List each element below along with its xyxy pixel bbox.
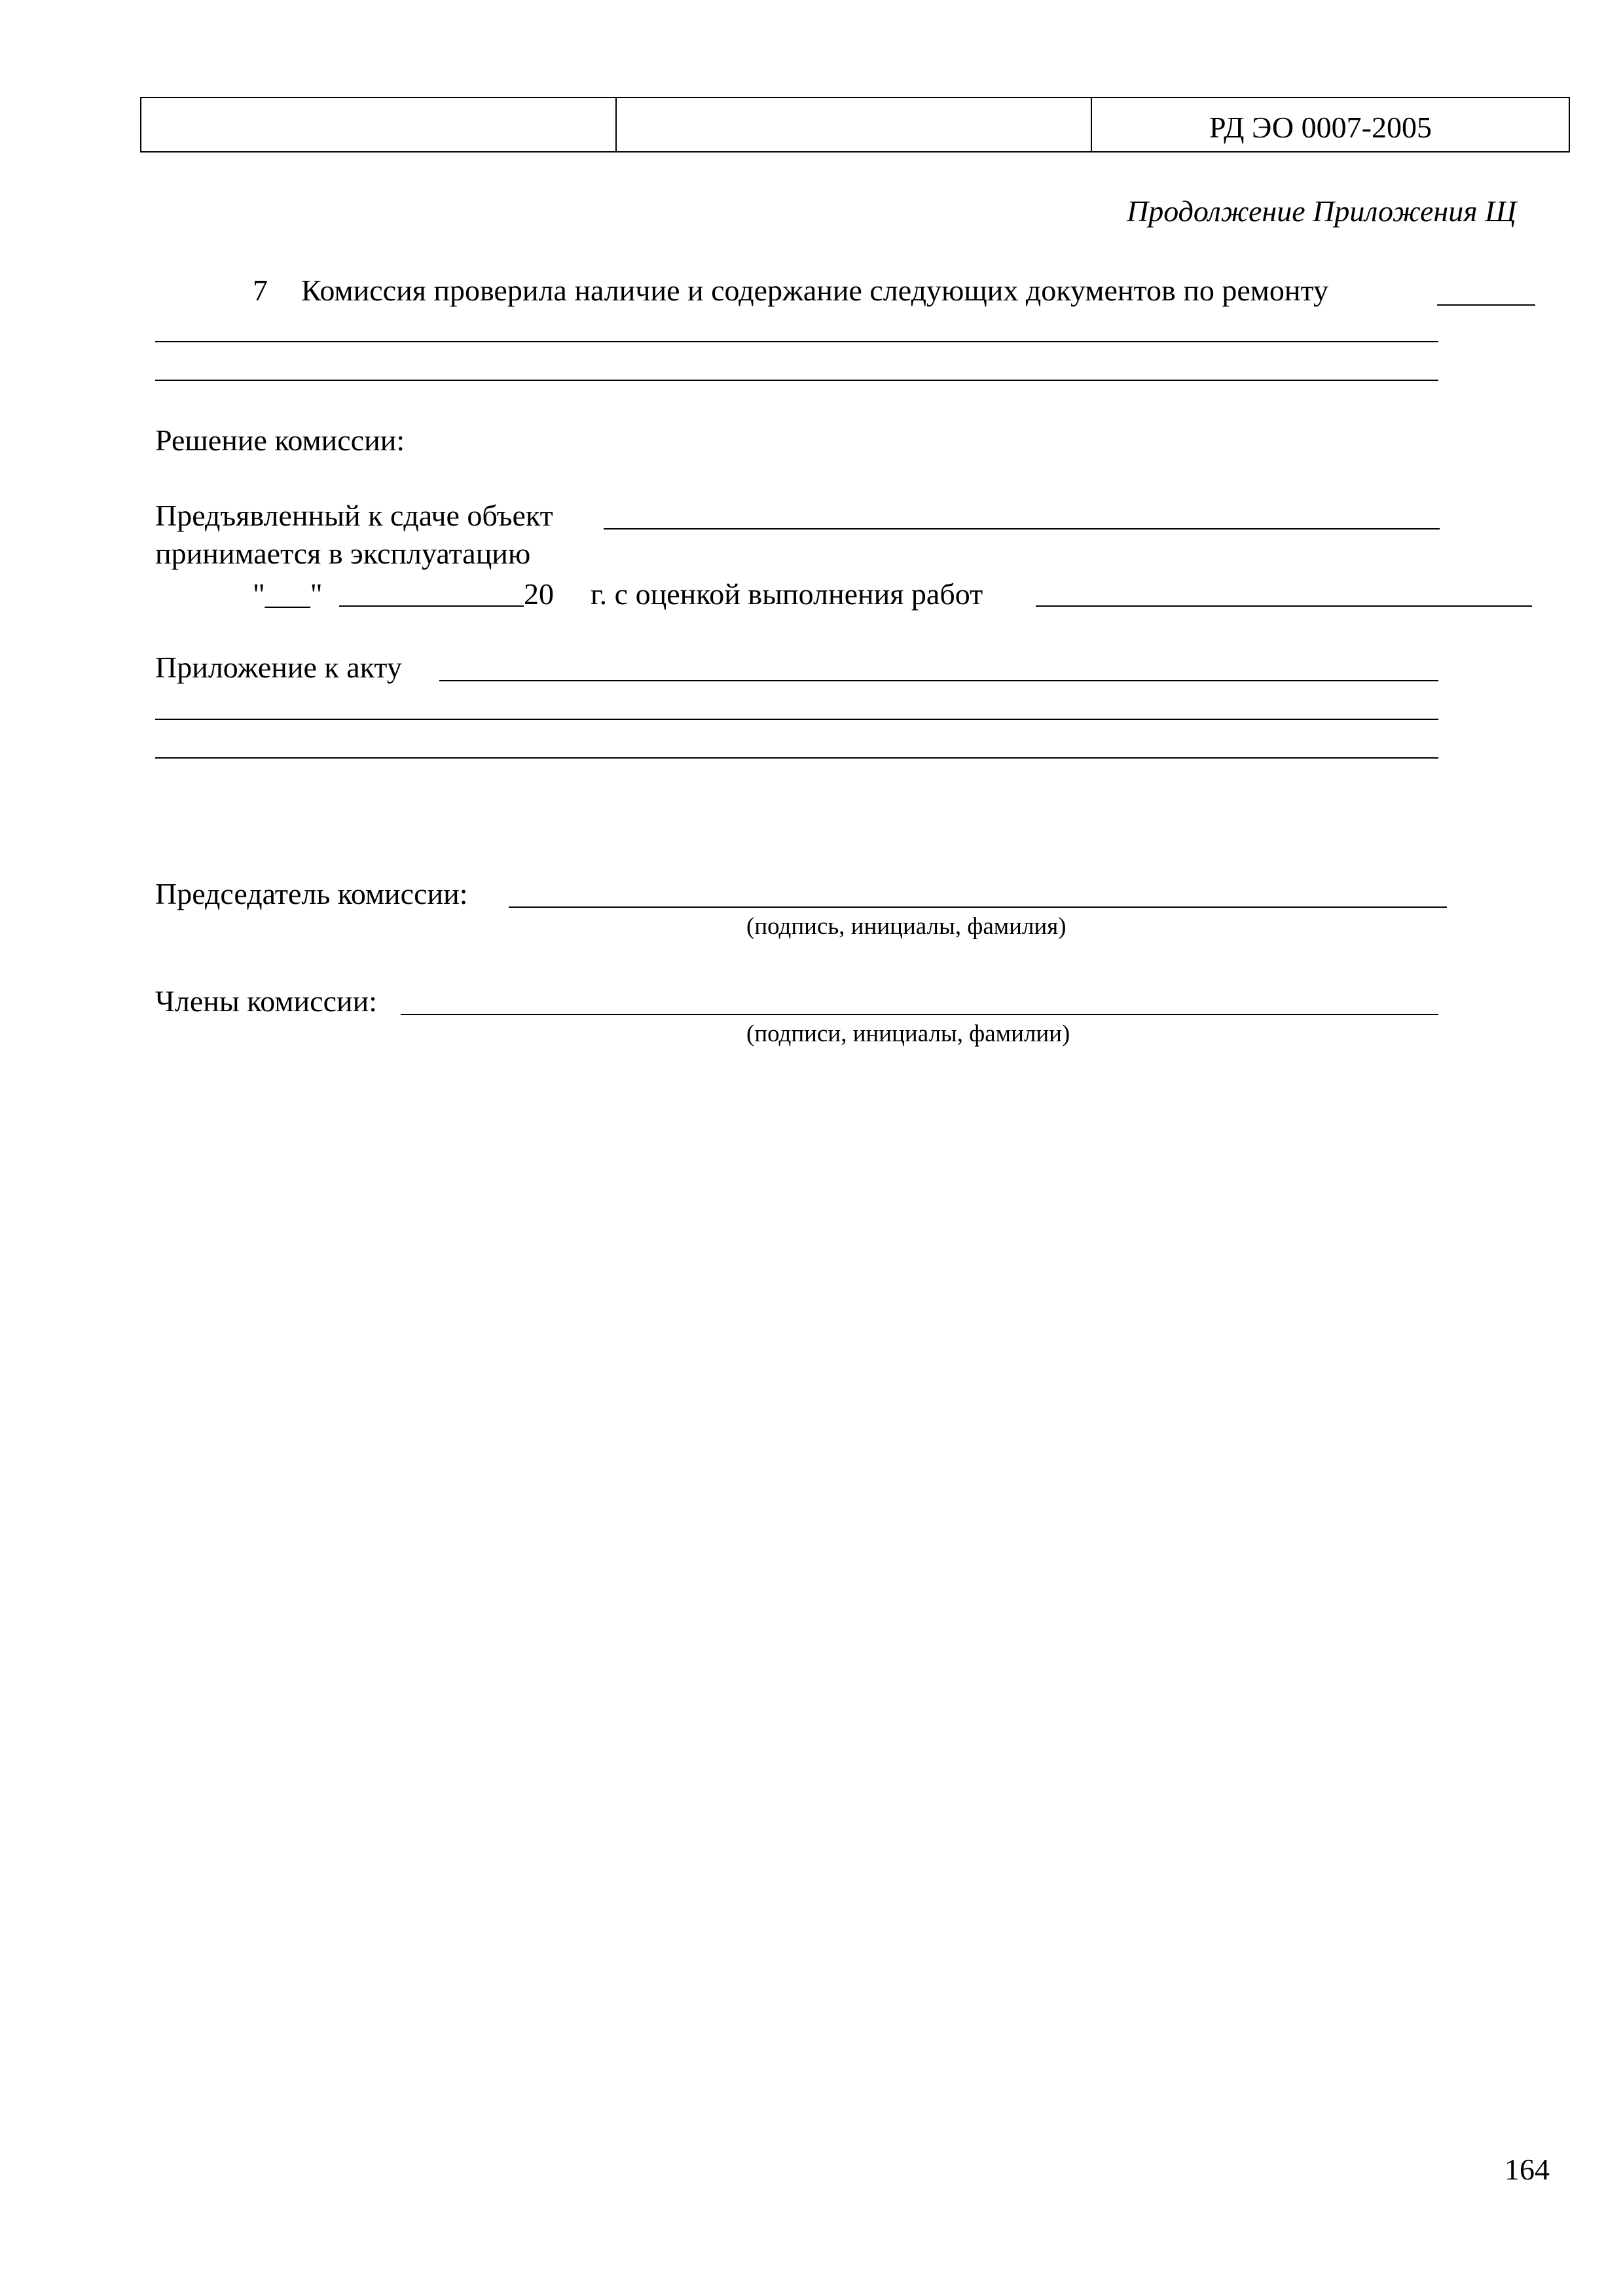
header-cell-empty-2 (617, 98, 1092, 151)
document-code: РД ЭО 0007-2005 (1209, 111, 1432, 144)
rating-line (1036, 605, 1532, 607)
continuation-caption: Продолжение Приложения Щ (1127, 194, 1517, 228)
object-line (604, 528, 1440, 529)
appendix-line-3 (155, 757, 1438, 759)
item-number: 7 (253, 274, 268, 307)
header-cell-empty-1 (141, 98, 617, 151)
chairman-caption: (подпись, инициалы, фамилия) (746, 913, 1067, 940)
item-7-line-2 (155, 380, 1438, 381)
item-7-line-1 (155, 341, 1438, 342)
object-label: Предъявленный к сдаче объект (155, 499, 553, 532)
year-prefix: 20 (524, 577, 554, 611)
item-7-text: Комиссия проверила наличие и содержание следующих документов по ремонту (301, 274, 1328, 307)
date-month-line (339, 605, 524, 607)
members-label: Члены комиссии: (155, 984, 378, 1018)
members-signature-line (401, 1014, 1438, 1015)
appendix-line-2 (155, 719, 1438, 720)
date-day-blank: "___" (253, 577, 323, 611)
chairman-signature-line (509, 906, 1447, 908)
page-number: 164 (1504, 2153, 1550, 2186)
accepted-label: принимается в эксплуатацию (155, 537, 531, 570)
chairman-label: Председатель комиссии: (155, 877, 468, 910)
members-caption: (подписи, инициалы, фамилии) (746, 1020, 1070, 1047)
appendix-label: Приложение к акту (155, 651, 402, 684)
appendix-line-1 (439, 680, 1438, 681)
item-7-tail-blank (1437, 304, 1535, 306)
decision-heading: Решение комиссии: (155, 423, 405, 457)
rating-label: г. с оценкой выполнения работ (591, 577, 983, 611)
